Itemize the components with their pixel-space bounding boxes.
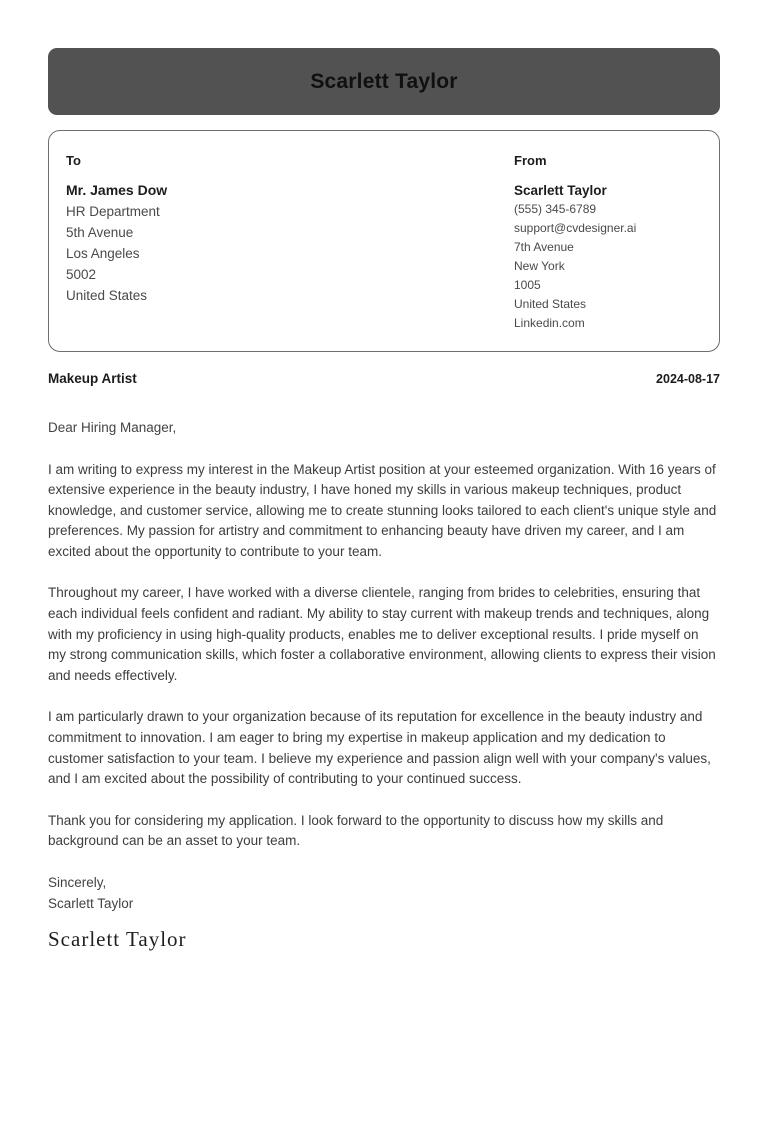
signature-text: Scarlett Taylor <box>48 927 187 951</box>
sender-line: 7th Avenue <box>514 240 574 254</box>
letter-paragraph: Thank you for considering my application. I look forward to the opportunity to discuss how my skills and background can be an asset to your team. <box>48 812 664 849</box>
recipient-line: 5002 <box>66 267 97 282</box>
sender-line: New York <box>514 259 565 273</box>
letter-paragraph: Throughout my career, I have worked with a diverse clientele, ranging from brides to celebrities, ensuring that each individual feels confident and radiant. My ability to stay current with makeup trends and techniques, along with my proficiency in using high-quality products, enables me to deliver exceptional results. I pride myself on my strong communication skills, which foster a collaborative environment, allowing clients to express their vision and needs effectively. <box>48 585 716 683</box>
closing-word: Sincerely, <box>48 875 107 890</box>
meta-row <box>48 371 720 386</box>
sender-block <box>514 153 702 333</box>
recipient-name: Mr. James Dow <box>66 182 168 198</box>
letter-paragraph: I am particularly drawn to your organization because of its reputation for excellence in the beauty industry and commitment to innovation. I am eager to bring my expertise in makeup application and my dedication to customer satisfaction to your team. I believe my experience and passion align well with your company's values, and I am excited about the possibility of contributing to your continued success. <box>48 709 711 787</box>
salutation: Dear Hiring Manager, <box>48 420 177 435</box>
sender-line: 1005 <box>514 278 541 292</box>
cover-letter-page <box>0 48 768 1126</box>
job-title: Makeup Artist <box>48 371 137 386</box>
sender-label: From <box>514 153 547 168</box>
recipient-block <box>66 153 514 333</box>
sender-phone: (555) 345-6789 <box>514 202 597 216</box>
closing-name: Scarlett Taylor <box>48 895 134 911</box>
name-banner <box>48 48 720 115</box>
sender-linkedin: Linkedin.com <box>514 316 585 330</box>
recipient-line: Los Angeles <box>66 246 140 261</box>
recipient-label: To <box>66 153 81 168</box>
letter-date: 2024-08-17 <box>656 372 720 386</box>
address-card <box>48 130 720 352</box>
letter-paragraph: I am writing to express my interest in the Makeup Artist position at your esteemed organization. With 16 years of extensive experience in the beauty industry, I have honed my skills in various makeup techniques, product knowledge, and customer service, allowing me to create stunning looks tailored to each client's unique style and preferences. My passion for artistry and commitment to enhancing beauty have driven my career, and I am excited about the opportunity to contribute to your team. <box>48 461 717 559</box>
recipient-line: HR Department <box>66 204 160 219</box>
sender-name: Scarlett Taylor <box>514 183 607 198</box>
sender-line: United States <box>514 297 587 311</box>
recipient-line: 5th Avenue <box>66 225 134 240</box>
recipient-line: United States <box>66 288 148 303</box>
page-title: Scarlett Taylor <box>310 69 458 93</box>
sender-email: support@cvdesigner.ai <box>514 221 637 235</box>
